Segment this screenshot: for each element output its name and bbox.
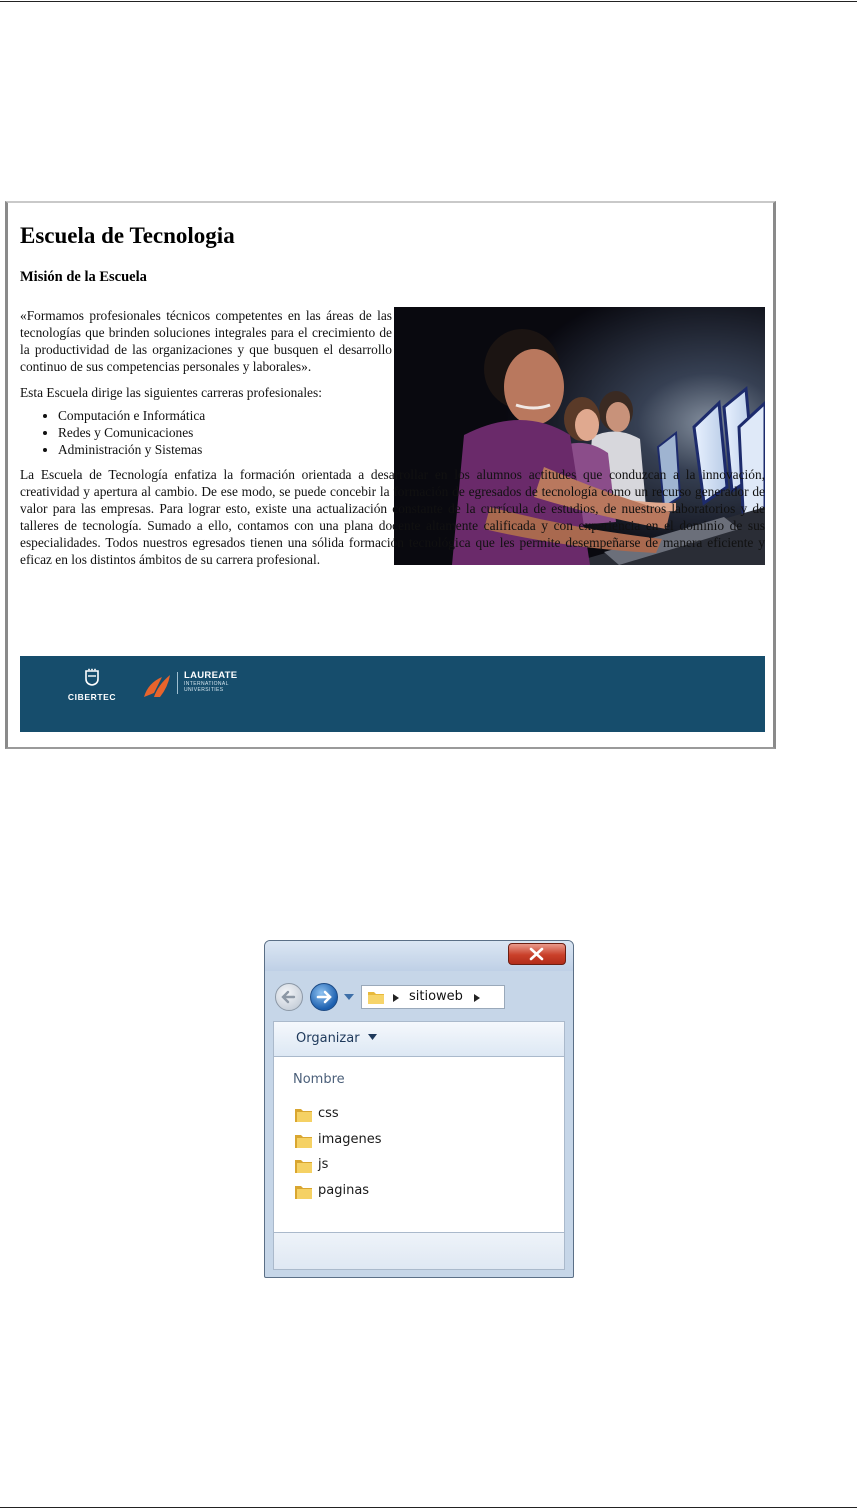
file-name: js — [318, 1157, 329, 1172]
top-rule — [0, 1, 857, 2]
command-bar — [273, 1021, 565, 1057]
column-header-name[interactable]: Nombre — [293, 1072, 345, 1087]
careers-list — [20, 407, 392, 458]
forward-arrow-icon — [311, 984, 337, 1010]
file-name: css — [318, 1106, 339, 1121]
back-arrow-icon — [276, 984, 302, 1010]
bottom-rule — [0, 1507, 857, 1508]
chevron-right-icon[interactable] — [474, 994, 480, 1002]
address-bar[interactable] — [361, 985, 505, 1009]
organize-button[interactable] — [296, 1031, 377, 1046]
closing-paragraph-text: La Escuela de Tecnología enfatiza la formación orientada a desarrollar en los alumnos actitudes que conduzcan a la innovación, creatividad y apertura al cambio. De ese modo, se puede concebir la formación de egresados de tecnología como un recurso generador de valor para las empresas. Para lograr esto, existe una actualización constante de la currícula de estudios, de nuestros laboratorios y de talleres de tecnología. Sumado a ello, contamos con una plana docente altamente calificada y con experiencia en el dominio de sus especialidades. Todos nuestros egresados tienen una sólida formación tecnológica que les permite desempeñarse de manera eficiente y eficaz en los distintos ámbitos de su carrera profesional. — [20, 467, 765, 567]
history-dropdown-icon[interactable] — [343, 992, 355, 1002]
content-column — [20, 307, 765, 568]
cibertec-logo — [64, 668, 120, 702]
folder-icon — [294, 1132, 313, 1149]
details-pane — [273, 1232, 565, 1270]
laureate-subtitle: INTERNATIONAL UNIVERSITIES — [184, 681, 229, 693]
mission-text: «Formamos profesionales técnicos competentes en las áreas de las tecnologías que brinden soluciones integrales para el crecimiento de la productividad de las organizaciones y que busquen el desarrollo continuo de sus competencias personales y laborales». — [20, 308, 392, 374]
folder-icon — [294, 1157, 313, 1174]
organize-label: Organizar — [296, 1031, 360, 1046]
list-item: • Administración y Sistemas — [58, 441, 392, 458]
breadcrumb-sitioweb[interactable]: sitioweb — [409, 989, 463, 1004]
list-item: • Computación e Informática — [58, 407, 392, 424]
navigation-bar — [275, 981, 574, 1013]
folder-icon — [294, 1106, 313, 1123]
folder-icon — [294, 1183, 313, 1200]
cibertec-emblem-icon — [83, 668, 101, 686]
file-list-pane — [273, 1057, 565, 1232]
careers-intro: Esta Escuela dirige las siguientes carreras profesionales: — [20, 385, 322, 400]
mission-heading: Misión de la Escuela — [20, 269, 147, 285]
cibertec-wordmark: CIBERTEC — [67, 692, 117, 702]
list-item: • Redes y Comunicaciones — [58, 424, 392, 441]
explorer-window — [264, 940, 574, 1278]
file-name: paginas — [318, 1182, 370, 1198]
laureate-leaf-icon — [142, 671, 172, 701]
file-name: imagenes — [318, 1131, 382, 1147]
webpage-screenshot — [5, 201, 776, 749]
folder-icon — [367, 989, 385, 1005]
footer-band — [20, 656, 765, 732]
laureate-wordmark: LAUREATE — [184, 670, 238, 681]
close-button[interactable] — [508, 943, 566, 965]
closing-paragraph — [20, 466, 765, 568]
forward-button[interactable] — [310, 983, 338, 1011]
laureate-logo — [184, 670, 244, 693]
chevron-right-icon — [393, 994, 399, 1002]
back-button[interactable] — [275, 983, 303, 1011]
close-icon — [509, 944, 565, 964]
chevron-down-icon — [368, 1034, 377, 1040]
logo-divider — [177, 672, 178, 694]
page-title: Escuela de Tecnologia — [20, 223, 235, 248]
